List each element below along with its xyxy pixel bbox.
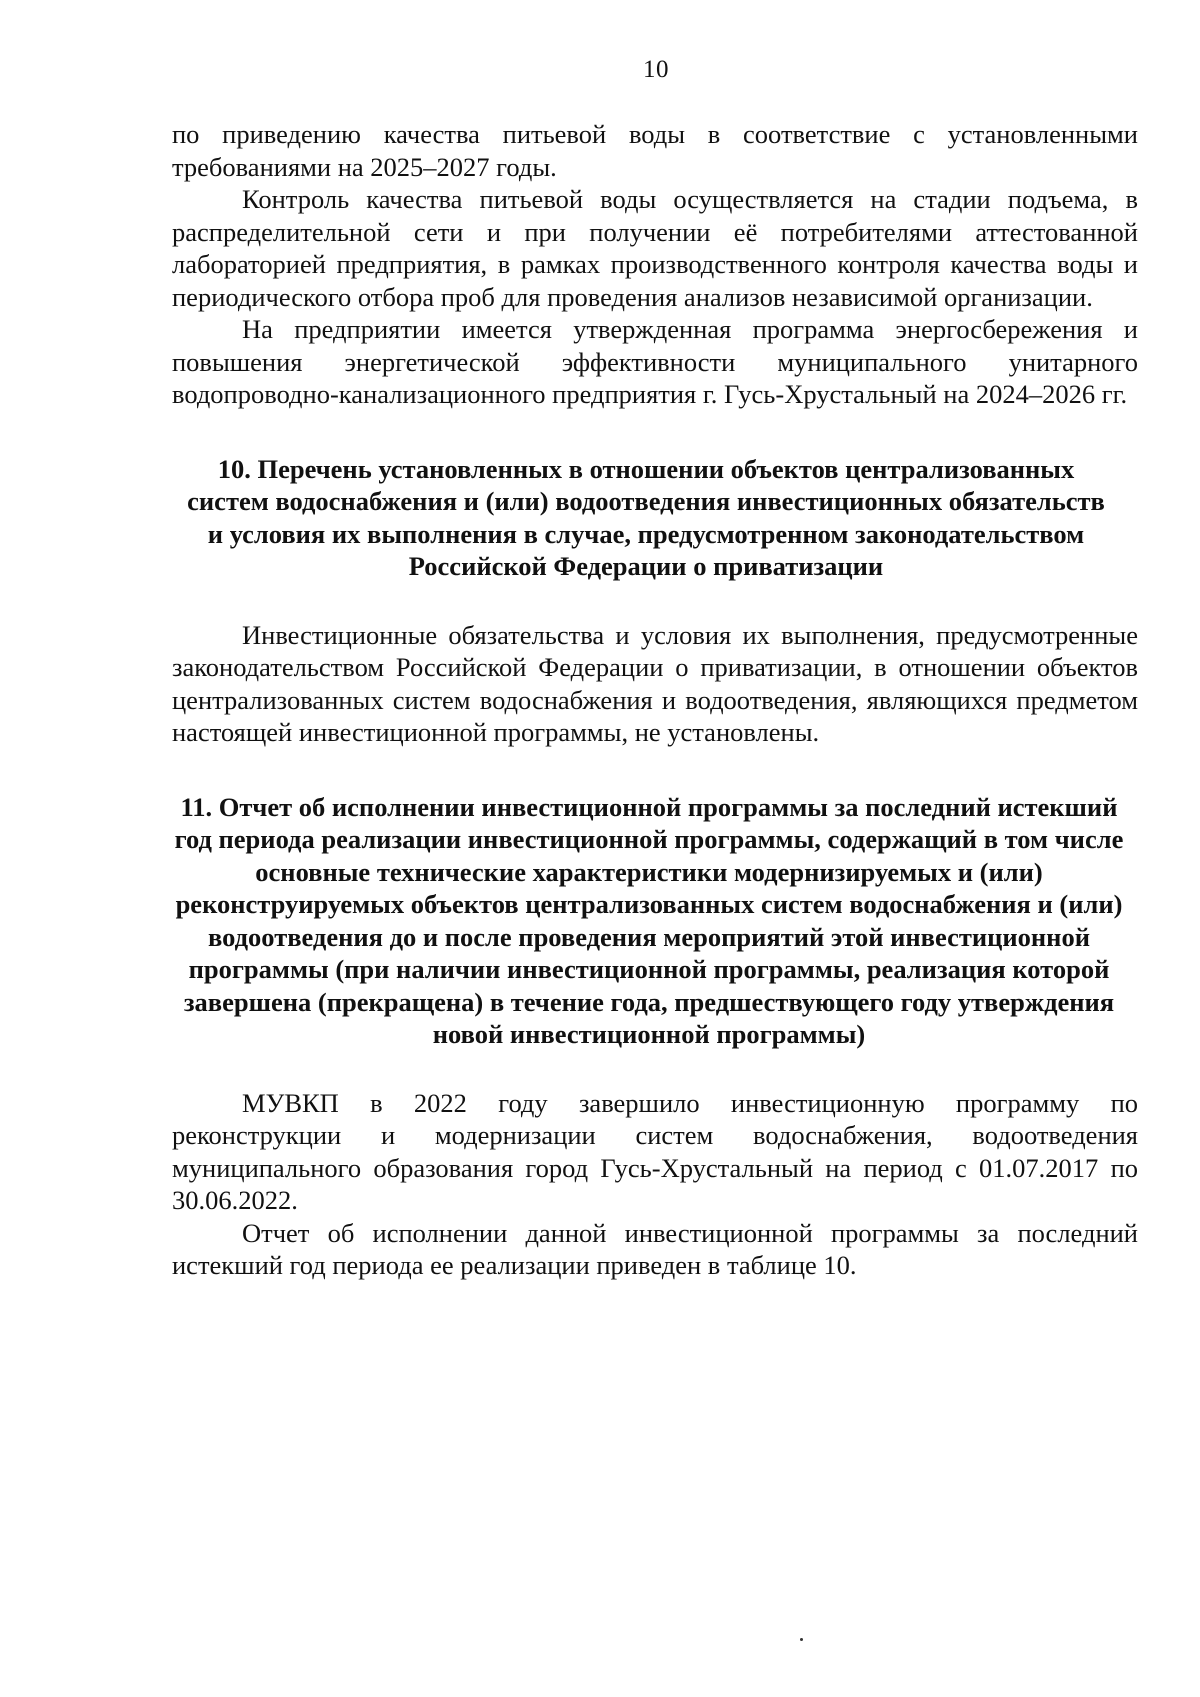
section-10-heading: 10. Перечень установленных в отношении объектов централизованных систем водоснабжения и (или) водоотведения инвестиционных обязательств и условия их выполнения в случае, предусмотренном законодательством Российской Федерации о приватизации: [187, 453, 1105, 581]
page-number: 10: [643, 56, 669, 83]
paragraph-mvkp-program: МУВКП в 2022 году завершило инвестиционную программу по реконструкции и модернизации систем водоснабжения, водоотведения муниципального образования город Гусь-Хрустальный на период с 01.07.2017 по 30.06.2022.: [172, 1087, 1138, 1215]
paragraph-section-10: Инвестиционные обязательства и условия их выполнения, предусмотренные законодательством Российской Федерации о приватизации, в отношении объектов централизованных систем водоснабжения и водоотведения, являющихся предметом настоящей инвестиционной программы, не установлены.: [172, 619, 1138, 747]
paragraph-report-reference: Отчет об исполнении данной инвестиционной программы за последний истекший год периода ее реализации приведен в таблице 10.: [172, 1217, 1138, 1280]
page-content: [172, 118, 1138, 1282]
section-11-heading: 11. Отчет об исполнении инвестиционной программы за последний истекший год периода реализации инвестиционной программы, содержащий в том числе основные технические характеристики модернизируемых и (или) реконструируемых объектов централизованных систем водоснабжения и (или) водоотведения до и после проведения мероприятий этой инвестиционной программы (при наличии инвестиционной программы, реализация которой завершена (прекращена) в течение года, предшествующего году утверждения новой инвестиционной программы): [174, 791, 1124, 1049]
paragraph-continuation: по приведению качества питьевой воды в соответствие с установленными требованиями на 2025–2027 годы.: [172, 119, 1138, 182]
paragraph-energy-program: На предприятии имеется утвержденная программа энергосбережения и повышения энергетической эффективности муниципального унитарного водопроводно-канализационного предприятия г. Гусь-Хрустальный на 2024–2026 гг.: [172, 314, 1138, 409]
paragraph-quality-control: Контроль качества питьевой воды осуществляется на стадии подъема, в распределительной сети и при получении её потребителями аттестованной лабораторией предприятия, в рамках производственного контроля качества воды и периодического отбора проб для проведения анализов независимой организации.: [172, 184, 1138, 312]
scan-speck: [800, 1638, 803, 1641]
